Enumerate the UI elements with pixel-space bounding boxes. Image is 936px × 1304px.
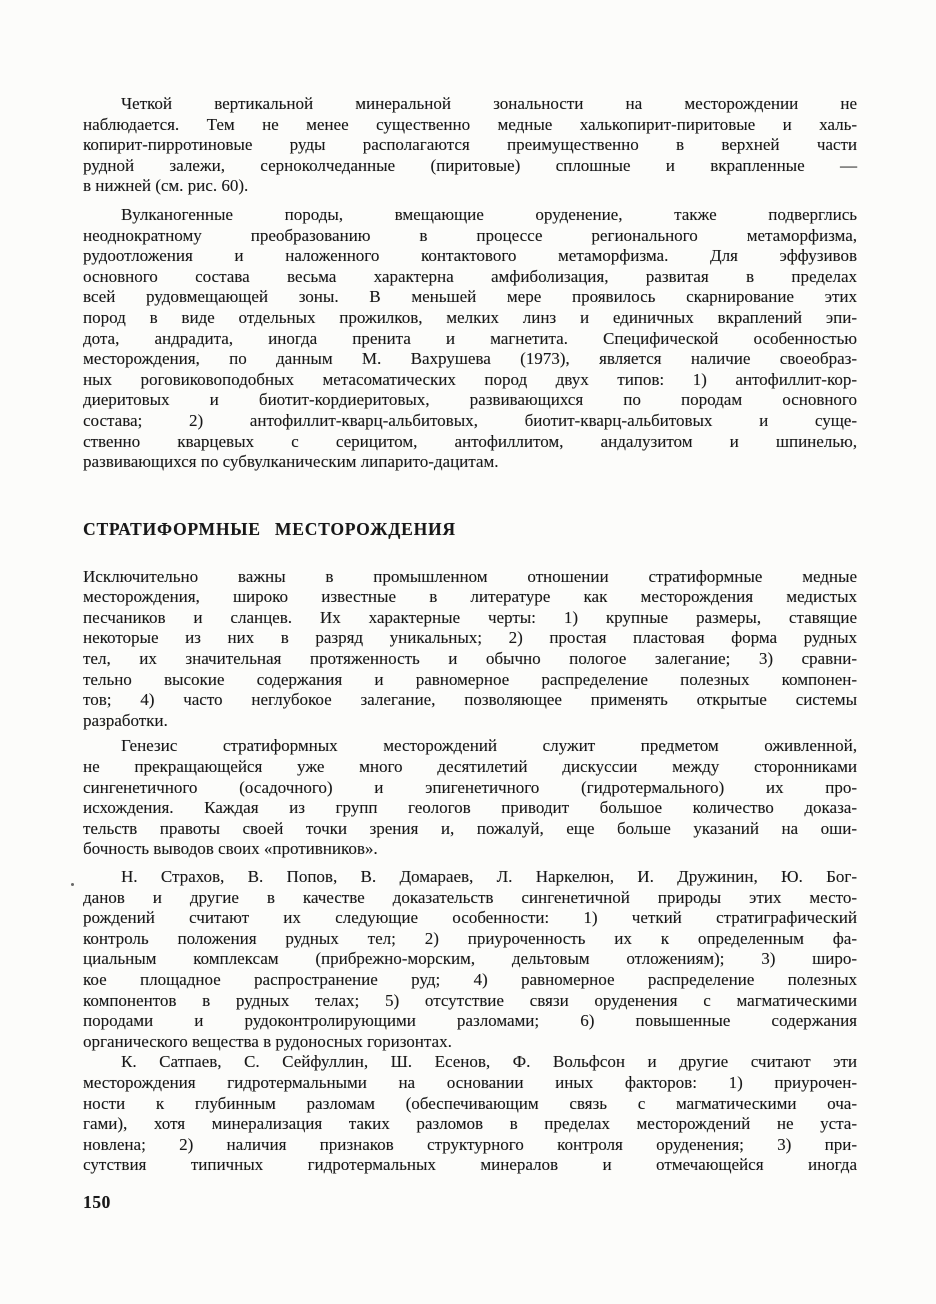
- text-line: состава; 2) антофиллит-кварц-альбитовых, биотит-кварц-альбитовых и суще-: [83, 410, 857, 430]
- text-line: пород в виде отдельных прожилков, мелких линз и единичных вкраплений эпи-: [83, 307, 857, 327]
- text-line: развивающихся по субвулканическим липарито-дацитам.: [83, 452, 499, 472]
- text-line: К. Сатпаев, С. Сейфуллин, Ш. Есенов, Ф. Вольфсон и другие считают эти: [121, 1052, 857, 1072]
- text-line: контроль положения рудных тел; 2) приуроченность их к определенным фа-: [83, 928, 857, 948]
- text-line: Н. Страхов, В. Попов, В. Домараев, Л. Наркелюн, И. Дружинин, Ю. Бог-: [121, 867, 857, 886]
- text-line: Генезис стратиформных месторождений служит предметом оживленной,: [121, 736, 857, 756]
- paragraph: [83, 736, 857, 860]
- text-line: некоторые из них в разряд уникальных; 2) простая пластовая форма рудных: [83, 628, 857, 648]
- text-line: исхождения. Каждая из групп геологов приводит большое количество доказа-: [83, 798, 857, 818]
- text-line: Четкой вертикальной минеральной зональности на месторождении не: [121, 94, 857, 113]
- text-line: тел, их значительная протяженность и обычно пологое залегание; 3) сравни-: [83, 649, 857, 669]
- text-line: сингенетичного (осадочного) и эпигенетичного (гидротермального) их про-: [83, 777, 857, 797]
- text-line: основного состава весьма характерна амфиболизация, развитая в пределах: [83, 266, 857, 286]
- text-line: ности к глубинным разломам (обеспечивающим связь с магматическими оча-: [83, 1093, 857, 1113]
- text-line: рудоотложения и наложенного контактового метаморфизма. Для эффузивов: [83, 246, 857, 266]
- text-block: [83, 94, 857, 1176]
- text-line: тельств правоты своей точки зрения и, пожалуй, еще больше указаний на оши-: [83, 818, 857, 838]
- text-line: циальным комплексам (прибрежно-морским, дельтовым отложениям); 3) широ-: [83, 949, 857, 969]
- text-line: данов и другие в качестве доказательств сингенетичной природы этих место-: [83, 887, 857, 907]
- text-line: Вулканогенные породы, вмещающие оруденение, также подверглись: [121, 204, 857, 224]
- text-line: гами), хотя минерализация таких разломов в пределах месторождений не уста-: [83, 1114, 857, 1134]
- text-line: песчаников и сланцев. Их характерные черты: 1) крупные размеры, ставящие: [83, 607, 857, 627]
- text-line: в нижней (см. рис. 60).: [83, 176, 249, 196]
- text-line: рождений считают их следующие особенности: 1) четкий стратиграфический: [83, 908, 857, 928]
- text-line: бочность выводов своих «противников».: [83, 839, 378, 859]
- text-line: ственно кварцевых с серицитом, антофиллитом, андалузитом и шпинелью,: [83, 431, 857, 451]
- text-line: месторождения, широко известные в литературе как месторождения медистых: [83, 587, 857, 607]
- text-line: сутствия типичных гидротермальных минералов и отмечающейся иногда: [83, 1155, 857, 1175]
- text-line: кое площадное распространение руд; 4) равномерное распределение полезных: [83, 969, 857, 989]
- paragraph: [83, 94, 857, 197]
- text-line: копирит-пирротиновые руды располагаются преимущественно в верхней части: [83, 135, 857, 155]
- text-line: органического вещества в рудоносных горизонтах.: [83, 1031, 452, 1051]
- section-heading: СТРАТИФОРМНЫЕ МЕСТОРОЖДЕНИЯ: [83, 518, 456, 539]
- paragraph: [83, 1052, 857, 1176]
- text-line: Исключительно важны в промышленном отношении стратиформные медные: [83, 566, 857, 586]
- text-line: неоднократному преобразованию в процессе регионального метаморфизма,: [83, 225, 857, 245]
- paragraph: [83, 567, 857, 732]
- text-line: породами и рудоконтролирующими разломами; 6) повышенные содержания: [83, 1011, 857, 1031]
- text-line: тельно высокие содержания и равномерное распределение полезных компонен-: [83, 669, 857, 689]
- text-line: новлена; 2) наличия признаков структурного контроля оруденения; 3) при-: [83, 1134, 857, 1154]
- scan-artifact-dot: [71, 883, 74, 886]
- text-line: не прекращающейся уже много десятилетий дискуссии между сторонниками: [83, 757, 857, 777]
- text-line: ных роговиковоподобных метасоматических пород двух типов: 1) антофиллит-кор-: [83, 369, 857, 389]
- paragraph: [83, 867, 857, 1052]
- text-line: тов; 4) часто неглубокое залегание, позволяющее применять открытые системы: [83, 690, 857, 710]
- text-line: рудной залежи, серноколчеданные (пиритовые) сплошные и вкрапленные —: [83, 155, 857, 175]
- text-line: компонентов в рудных телах; 5) отсутствие связи оруденения с магматическими: [83, 990, 857, 1010]
- text-line: месторождения гидротермальными на основании иных факторов: 1) приурочен-: [83, 1072, 857, 1092]
- text-line: наблюдается. Тем не менее существенно медные халькопирит-пиритовые и халь-: [83, 114, 857, 134]
- text-line: дота, андрадита, иногда пренита и магнетита. Специфической особенностью: [83, 328, 857, 348]
- text-line: диеритовых и биотит-кордиеритовых, развивающихся по породам основного: [83, 390, 857, 410]
- page-number: 150: [83, 1192, 111, 1212]
- paragraph: [83, 205, 857, 473]
- text-line: всей рудовмещающей зоны. В меньшей мере проявилось скарнирование этих: [83, 287, 857, 307]
- text-line: разработки.: [83, 710, 168, 730]
- text-line: месторождения, по данным М. Вахрушева (1973), является наличие своеобраз-: [83, 349, 857, 369]
